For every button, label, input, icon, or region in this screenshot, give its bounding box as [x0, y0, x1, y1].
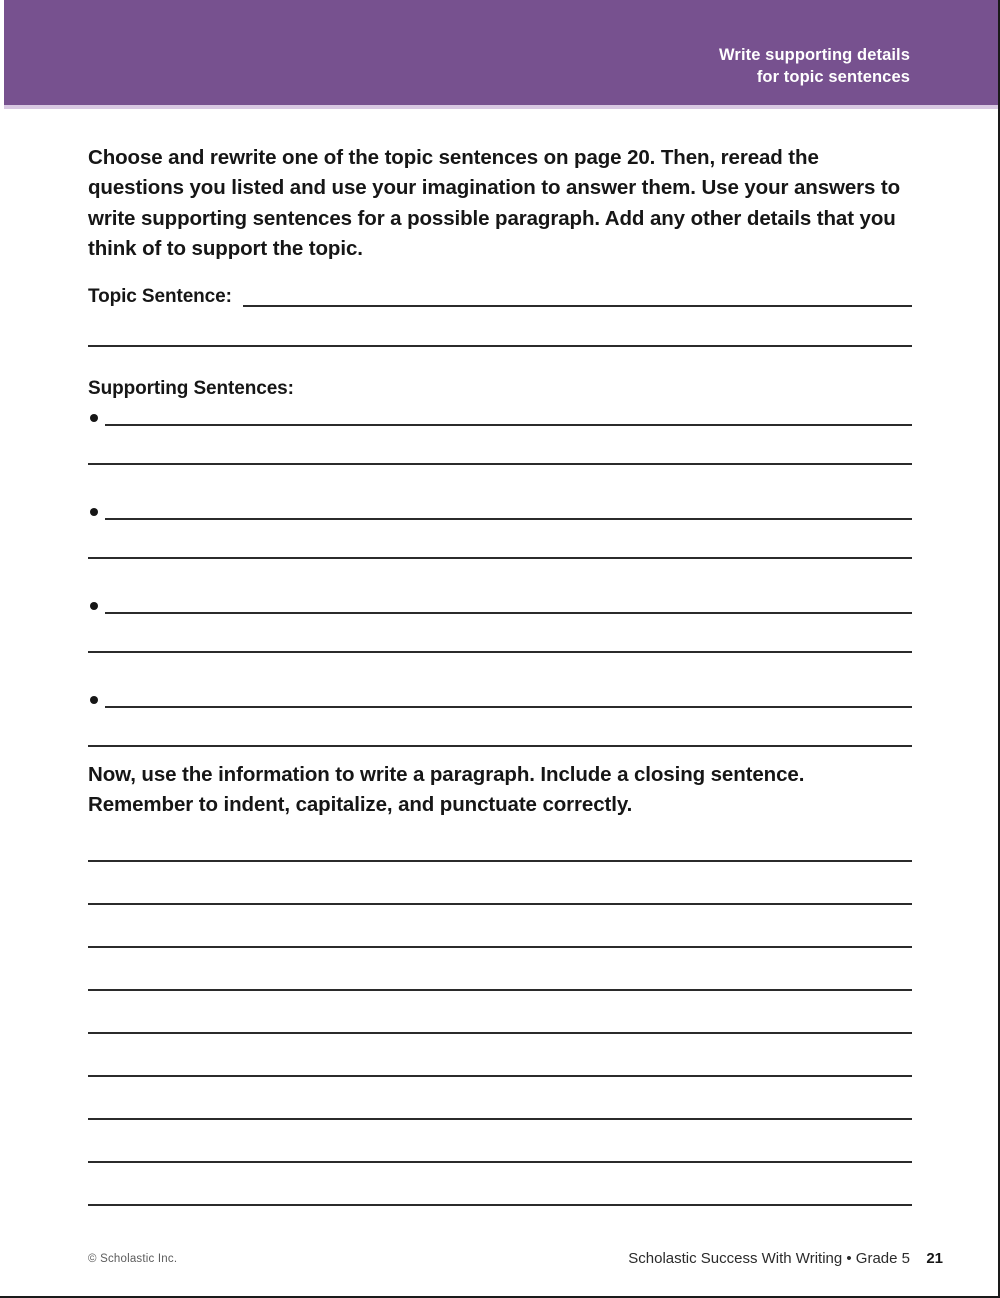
topic-sentence-write-line[interactable] — [243, 305, 912, 307]
secondary-instructions: Now, use the information to write a paragraph. Include a closing sentence. Remember to indent, capitalize, and punctuate correctly. — [88, 763, 805, 817]
topic-sentence-write-line[interactable] — [88, 345, 912, 347]
supporting-sentence-write-line[interactable] — [105, 706, 912, 708]
page-title-line-1: Write supporting details — [719, 46, 910, 64]
supporting-sentence-write-line[interactable] — [88, 651, 912, 653]
supporting-sentence-write-line[interactable] — [105, 518, 912, 520]
supporting-sentence-bullet-icon — [90, 602, 98, 610]
footer-page-number: 21 — [926, 1250, 943, 1267]
footer-copyright: © Scholastic Inc. — [88, 1253, 178, 1265]
paragraph-write-line[interactable] — [88, 903, 912, 905]
paragraph-write-line[interactable] — [88, 1118, 912, 1120]
topic-sentence-label: Topic Sentence: — [88, 286, 232, 307]
supporting-sentence-write-line[interactable] — [88, 557, 912, 559]
paragraph-write-line[interactable] — [88, 860, 912, 862]
page-title-line-2: for topic sentences — [756, 68, 910, 87]
paragraph-write-line[interactable] — [88, 1204, 912, 1206]
paragraph-write-line[interactable] — [88, 1032, 912, 1034]
paragraph-write-line[interactable] — [88, 946, 912, 948]
supporting-sentence-write-line[interactable] — [105, 612, 912, 614]
supporting-sentences-label: Supporting Sentences: — [88, 378, 294, 399]
page-title — [490, 44, 910, 89]
supporting-sentence-bullet-icon — [90, 414, 98, 422]
supporting-sentence-bullet-icon — [90, 508, 98, 516]
paragraph-write-line[interactable] — [88, 1161, 912, 1163]
header-band-fade — [4, 105, 1000, 109]
supporting-sentence-write-line[interactable] — [88, 745, 912, 747]
paragraph-write-line[interactable] — [88, 989, 912, 991]
supporting-sentence-write-line[interactable] — [105, 424, 912, 426]
primary-instructions: Choose and rewrite one of the topic sentences on page 20. Then, reread the questions you listed and use your imagination to answer them. Use your answers to write supporting sentences for a possible paragraph. Add any other details that you think of to support the topic. — [88, 146, 901, 260]
supporting-sentence-bullet-icon — [90, 696, 98, 704]
paragraph-write-line[interactable] — [88, 1075, 912, 1077]
footer-series-title: Scholastic Success With Writing • Grade 5 — [628, 1250, 910, 1267]
supporting-sentence-write-line[interactable] — [88, 463, 912, 465]
